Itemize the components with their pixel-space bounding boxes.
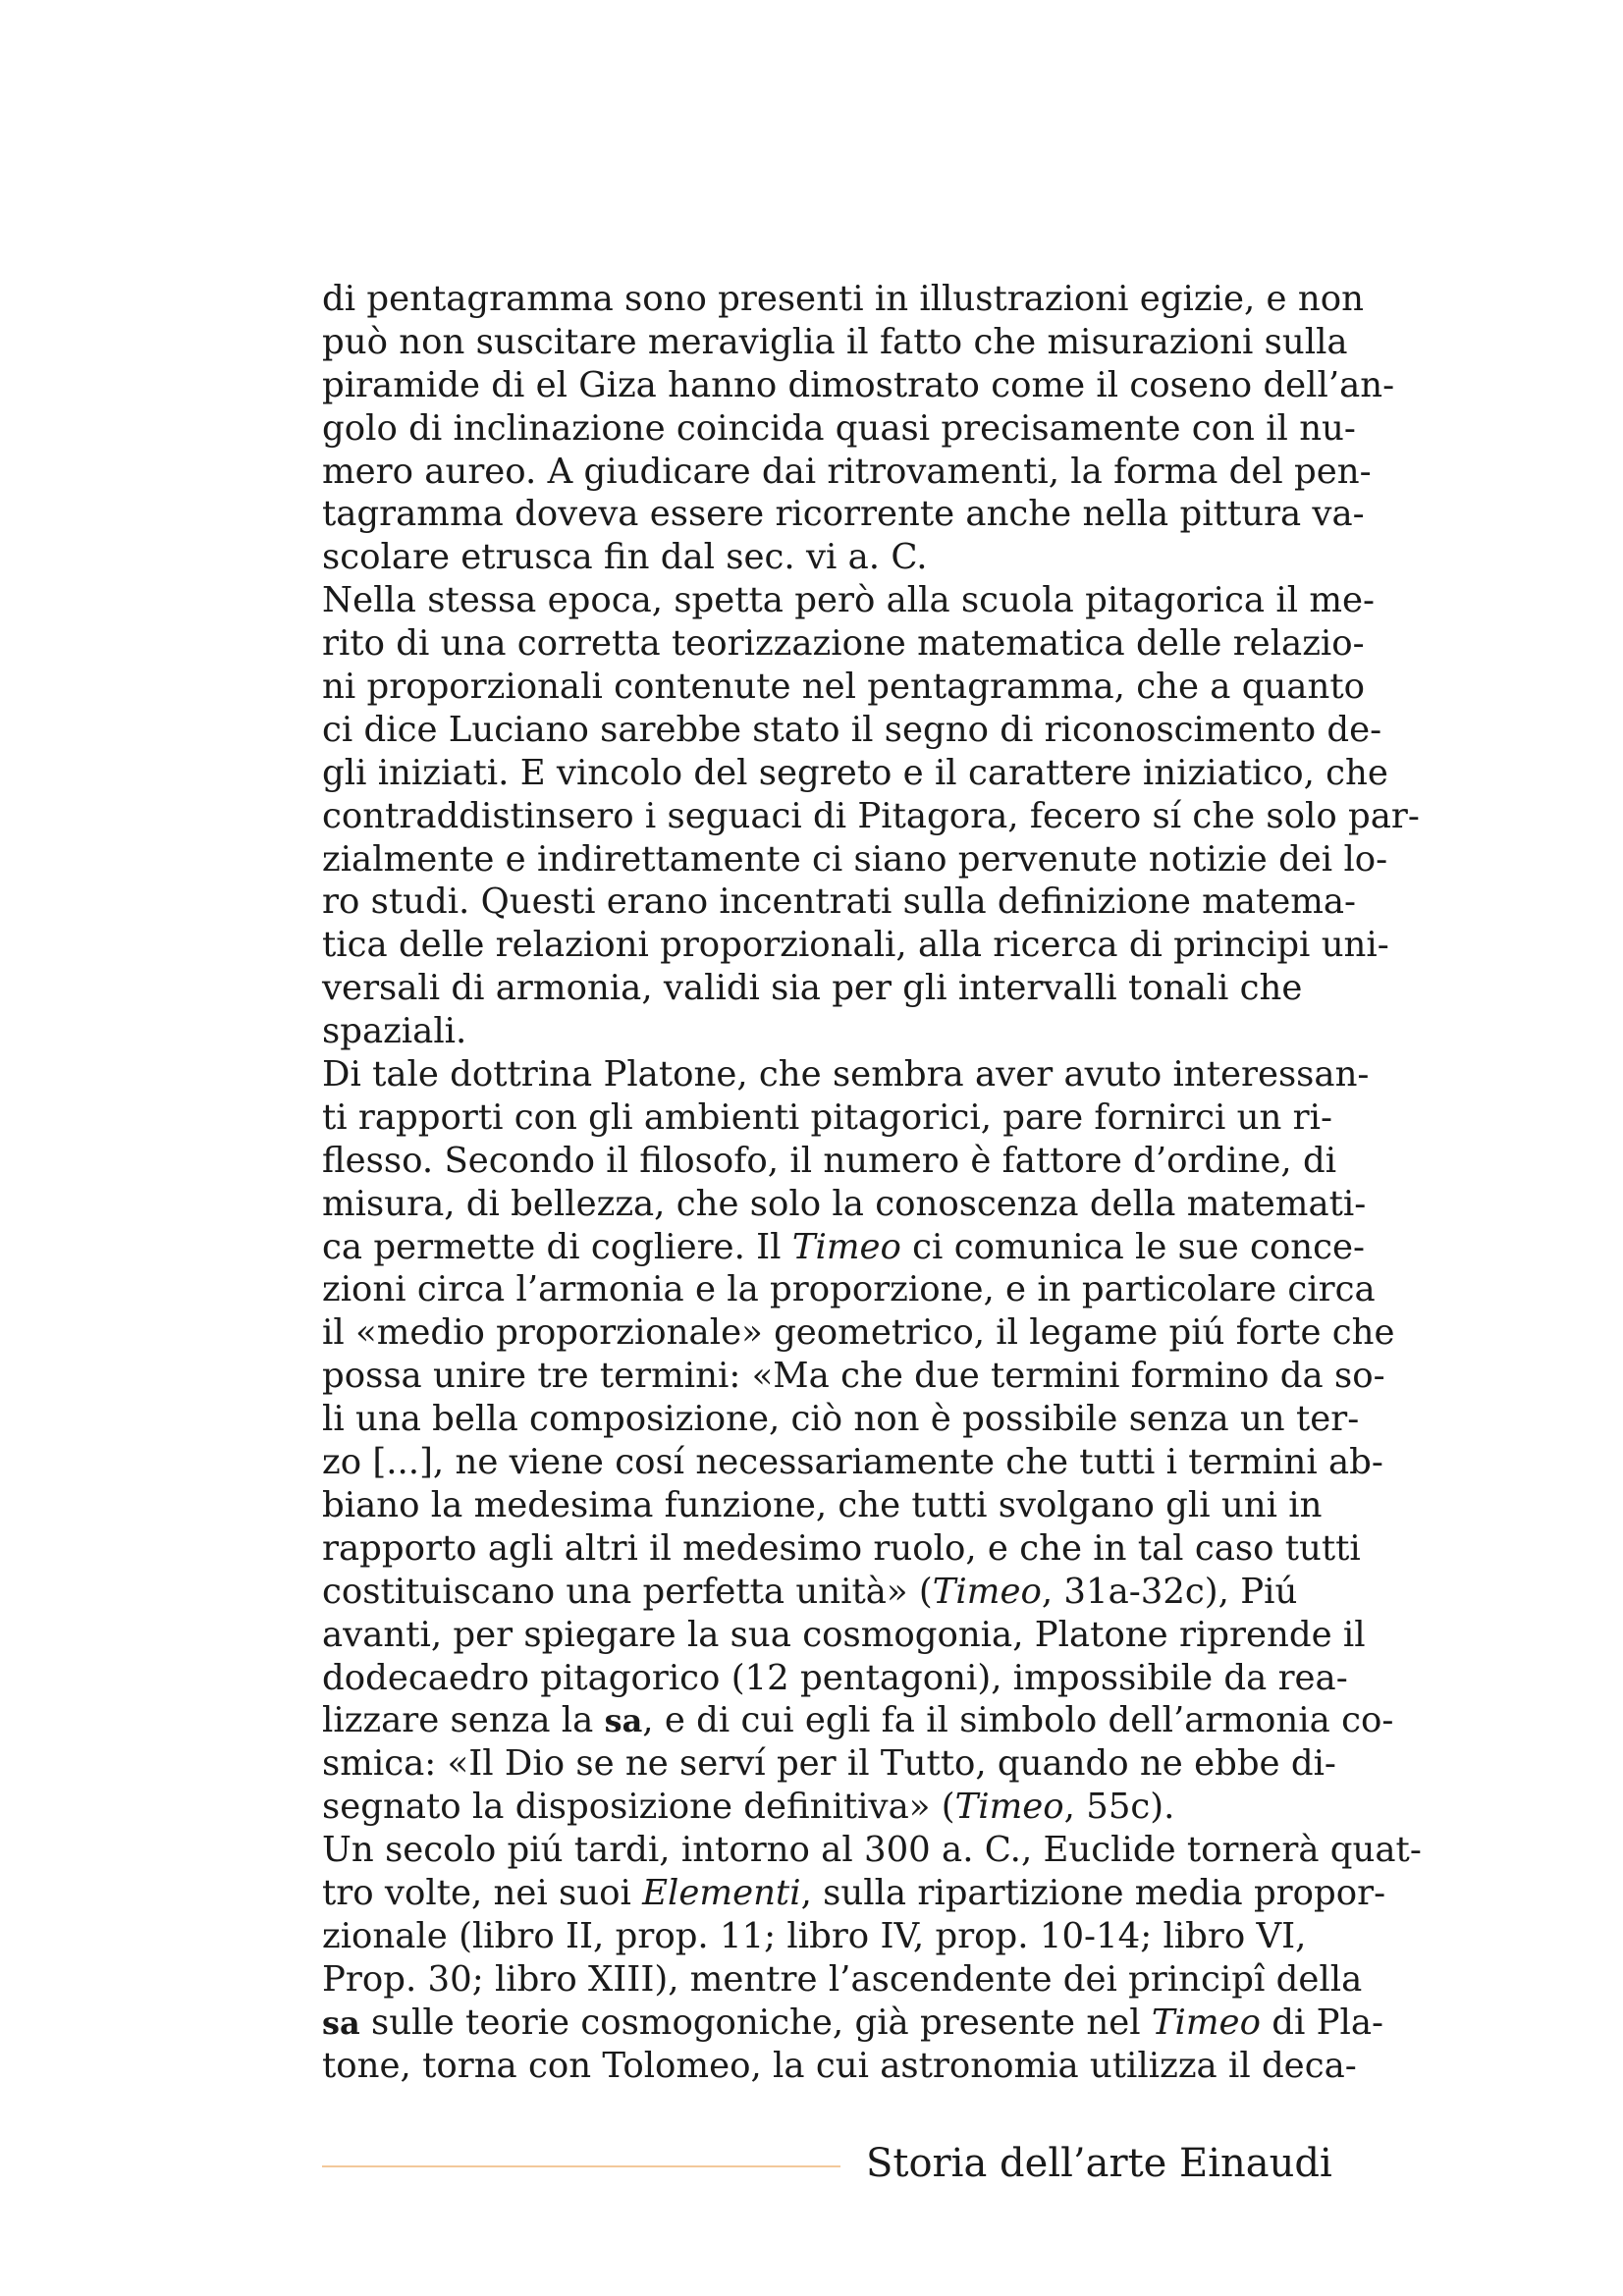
italic-title: Timeo — [954, 1787, 1064, 1828]
text-line: rito di una corretta teorizzazione matematica delle relazio- — [322, 623, 1365, 665]
text-line: di pentagramma sono presenti in illustrazioni egizie, e non — [322, 279, 1364, 319]
text-segment: ca permette di cogliere. Il — [322, 1226, 792, 1267]
footer-publication-title: Storia dell’arte Einaudi — [866, 2141, 1332, 2186]
text-line: gli iniziati. E vincolo del segreto e il carattere iniziatico, che — [322, 752, 1388, 793]
text-line: possa unire tre termini: «Ma che due termini formino da so- — [322, 1356, 1385, 1397]
text-line: ti rapporti con gli ambienti pitagorici, pare fornirci un ri- — [322, 1096, 1332, 1138]
text-line: ro studi. Questi erano incentrati sulla definizione matema- — [322, 881, 1357, 923]
text-line — [322, 1226, 1366, 1269]
text-line: il «medio proporzionale» geometrico, il legame piú forte che — [322, 1312, 1395, 1354]
text-line: Nella stessa epoca, spetta però alla scuola pitagorica il me- — [322, 580, 1376, 621]
text-line — [322, 1699, 1394, 1742]
text-line: rapporto agli altri il medesimo ruolo, e che in tal caso tutti — [322, 1527, 1361, 1569]
text-line: flesso. Secondo il filosofo, il numero è fattore d’ordine, di — [322, 1140, 1337, 1181]
text-line: smica: «Il Dio se ne serví per il Tutto, quando ne ebbe di- — [322, 1743, 1336, 1785]
bold-term: sa — [322, 2003, 360, 2042]
text-line: contraddistinsero i seguaci di Pitagora, fecero sí che solo par- — [322, 795, 1420, 836]
text-segment: lizzare senza la — [322, 1700, 605, 1741]
text-line: Un secolo piú tardi, intorno al 300 a. C., Euclide tornerà quat- — [322, 1830, 1422, 1871]
text-line: zioni circa l’armonia e la proporzione, e in particolare circa — [322, 1269, 1376, 1310]
text-line — [322, 1571, 1298, 1614]
text-line — [322, 1872, 1386, 1915]
italic-title: Timeo — [932, 1571, 1042, 1612]
text-line: li una bella composizione, ciò non è possibile senza un ter- — [322, 1399, 1360, 1440]
text-line: misura, di bellezza, che solo la conoscenza della matemati- — [322, 1183, 1367, 1224]
italic-title: Timeo — [791, 1226, 901, 1267]
text-line: ni proporzionali contenute nel pentagramma, che a quanto — [322, 667, 1365, 708]
text-line: tica delle relazioni proporzionali, alla ricerca di principi uni- — [322, 925, 1389, 966]
text-line: zionale (libro II, prop. 11; libro IV, prop. 10-14; libro VI, — [322, 1915, 1307, 1956]
text-segment: , 31a-32c), Piú — [1041, 1571, 1298, 1612]
text-line: zialmente e indirettamente ci siano pervenute notizie dei lo- — [322, 838, 1388, 880]
text-segment: tro volte, nei suoi — [322, 1872, 643, 1913]
text-line: spaziali. — [322, 1011, 467, 1052]
text-line: ci dice Luciano sarebbe stato il segno di riconoscimento de- — [322, 709, 1382, 750]
text-line: golo di inclinazione coincida quasi precisamente con il nu- — [322, 407, 1356, 449]
bold-term: sa — [604, 1702, 643, 1740]
italic-title: Elementi — [642, 1872, 801, 1913]
text-segment: sulle teorie cosmogoniche, già presente nel — [359, 2002, 1152, 2043]
text-line: Di tale dottrina Platone, che sembra aver avuto interessan- — [322, 1054, 1370, 1095]
text-line: biano la medesima funzione, che tutti svolgano gli uni in — [322, 1484, 1323, 1525]
text-segment: , sulla ripartizione media propor- — [800, 1872, 1386, 1913]
text-segment: di Pla- — [1260, 2002, 1383, 2043]
text-line: piramide di el Giza hanno dimostrato come il coseno dell’an- — [322, 364, 1395, 405]
footer-divider — [322, 2165, 840, 2167]
text-line — [322, 1786, 1284, 1829]
text-line: zo [...], ne viene cosí necessariamente che tutti i termini ab- — [322, 1442, 1383, 1483]
text-line: dodecaedro pitagorico (12 pentagoni), impossibile da rea- — [322, 1657, 1348, 1698]
text-line: può non suscitare meraviglia il fatto che misurazioni sulla — [322, 321, 1348, 362]
text-line: tagramma doveva essere ricorrente anche nella pittura va- — [322, 494, 1365, 535]
text-line — [322, 2002, 1383, 2045]
text-segment: , e di cui egli fa il simbolo dell’armonia co- — [642, 1700, 1394, 1741]
text-line: versali di armonia, validi sia per gli intervalli tonali che — [322, 968, 1303, 1009]
text-line: tone, torna con Tolomeo, la cui astronomia utilizza il deca- — [322, 2045, 1357, 2086]
text-segment: ci comunica le sue conce- — [900, 1226, 1366, 1267]
text-line: scolare etrusca fin dal sec. vi a. C. — [322, 537, 928, 578]
text-line: Prop. 30; libro XIII), mentre l’ascendente dei principî della — [322, 1958, 1363, 2000]
italic-title: Timeo — [1151, 2002, 1261, 2043]
text-segment: segnato la disposizione definitiva» ( — [322, 1787, 955, 1828]
body-text — [322, 278, 1422, 2087]
text-line: mero aureo. A giudicare dai ritrovamenti, la forma del pen- — [322, 451, 1372, 492]
text-segment: costituiscano una perfetta unità» ( — [322, 1571, 933, 1612]
text-segment: , 55c). — [1063, 1787, 1175, 1828]
text-line: avanti, per spiegare la sua cosmogonia, Platone riprende il — [322, 1614, 1366, 1655]
